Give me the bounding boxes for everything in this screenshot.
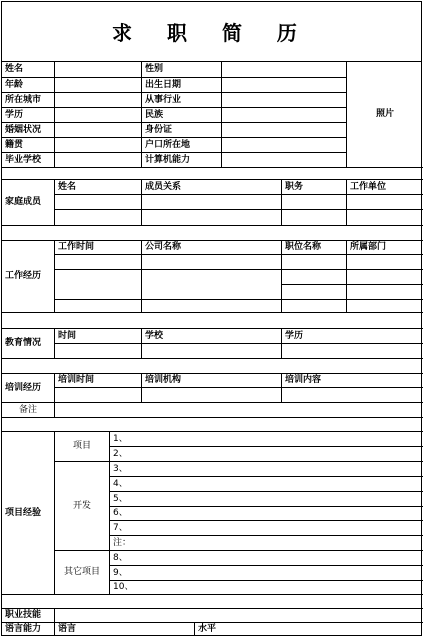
family-cell[interactable] <box>282 195 347 210</box>
work-cell[interactable] <box>347 285 423 300</box>
family-cell[interactable] <box>55 210 142 226</box>
field-remarks[interactable] <box>55 403 423 418</box>
project-item[interactable]: 1、 <box>110 432 423 447</box>
training-header: 培训时间 <box>55 374 142 388</box>
work-cell[interactable] <box>282 270 347 285</box>
field-city[interactable] <box>55 93 142 108</box>
work-cell[interactable] <box>282 300 347 313</box>
project-item[interactable]: 5、 <box>110 492 423 507</box>
training-header: 培训机构 <box>142 374 282 388</box>
field-name[interactable] <box>55 62 142 78</box>
family-cell[interactable] <box>282 210 347 226</box>
label-marital: 婚姻状况 <box>2 123 55 138</box>
work-header: 所属部门 <box>347 241 423 255</box>
page-title: 求 职 简 历 <box>2 2 421 62</box>
project-item[interactable]: 注： <box>110 536 423 551</box>
project-item[interactable]: 6、 <box>110 507 423 521</box>
spacer <box>2 226 423 241</box>
field-hukou[interactable] <box>222 138 347 153</box>
label-computer: 计算机能力 <box>142 153 222 168</box>
training-header: 培训内容 <box>282 374 423 388</box>
edu-header: 学历 <box>282 329 423 344</box>
label-name: 姓名 <box>2 62 55 78</box>
edu-cell[interactable] <box>55 344 142 359</box>
label-id: 身份证 <box>142 123 222 138</box>
field-skills[interactable] <box>55 609 423 623</box>
label-gender: 性别 <box>142 62 222 78</box>
field-birth[interactable] <box>222 78 347 93</box>
field-industry[interactable] <box>222 93 347 108</box>
family-header: 职务 <box>282 180 347 195</box>
section-work: 工作经历 <box>2 241 55 313</box>
label-birth: 出生日期 <box>142 78 222 93</box>
field-id[interactable] <box>222 123 347 138</box>
spacer <box>2 313 423 329</box>
field-native[interactable] <box>55 138 142 153</box>
field-school[interactable] <box>55 153 142 168</box>
family-header: 工作单位 <box>347 180 423 195</box>
label-native: 籍贯 <box>2 138 55 153</box>
work-cell[interactable] <box>347 300 423 313</box>
work-header: 工作时间 <box>55 241 142 255</box>
spacer <box>2 359 423 374</box>
work-cell[interactable] <box>142 255 282 270</box>
work-cell[interactable] <box>347 270 423 285</box>
work-cell[interactable] <box>282 285 347 300</box>
project-item[interactable]: 7、 <box>110 521 423 536</box>
project-item[interactable]: 8、 <box>110 551 423 566</box>
project-item[interactable]: 2、 <box>110 447 423 462</box>
field-age[interactable] <box>55 78 142 93</box>
spacer <box>2 418 423 432</box>
language-cell[interactable]: 语言 <box>55 623 195 636</box>
work-cell[interactable] <box>55 300 142 313</box>
label-city: 所在城市 <box>2 93 55 108</box>
family-cell[interactable] <box>142 195 282 210</box>
spacer <box>2 595 423 609</box>
family-cell[interactable] <box>347 210 423 226</box>
edu-cell[interactable] <box>142 344 282 359</box>
label-language: 语言能力 <box>2 623 55 636</box>
project-item[interactable]: 3、 <box>110 462 423 477</box>
work-cell[interactable] <box>142 270 282 300</box>
family-header: 姓名 <box>55 180 142 195</box>
family-cell[interactable] <box>347 195 423 210</box>
family-cell[interactable] <box>142 210 282 226</box>
photo-box[interactable]: 照片 <box>347 62 423 168</box>
work-cell[interactable] <box>142 300 282 313</box>
family-header: 成员关系 <box>142 180 282 195</box>
label-education: 学历 <box>2 108 55 123</box>
resume-form <box>1 1 422 636</box>
label-industry: 从事行业 <box>142 93 222 108</box>
field-marital[interactable] <box>55 123 142 138</box>
training-cell[interactable] <box>55 388 142 403</box>
training-cell[interactable] <box>282 388 423 403</box>
project-group: 项目 <box>55 432 110 462</box>
label-remarks: 备注 <box>2 403 55 418</box>
field-computer[interactable] <box>222 153 347 168</box>
work-cell[interactable] <box>55 270 142 300</box>
work-header: 公司名称 <box>142 241 282 255</box>
training-cell[interactable] <box>142 388 282 403</box>
work-cell[interactable] <box>347 255 423 270</box>
section-training: 培训经历 <box>2 374 55 403</box>
section-family: 家庭成员 <box>2 180 55 226</box>
label-age: 年龄 <box>2 78 55 93</box>
label-skills: 职业技能 <box>2 609 55 623</box>
family-cell[interactable] <box>55 195 142 210</box>
field-ethnicity[interactable] <box>222 108 347 123</box>
project-item[interactable]: 10、 <box>110 581 423 595</box>
work-cell[interactable] <box>282 255 347 270</box>
spacer <box>2 168 423 180</box>
project-group: 开发 <box>55 462 110 551</box>
label-school: 毕业学校 <box>2 153 55 168</box>
edu-header: 时间 <box>55 329 142 344</box>
work-header: 职位名称 <box>282 241 347 255</box>
field-education[interactable] <box>55 108 142 123</box>
work-cell[interactable] <box>55 255 142 270</box>
field-gender[interactable] <box>222 62 347 78</box>
project-item[interactable]: 9、 <box>110 566 423 581</box>
project-group: 其它项目 <box>55 551 110 595</box>
label-ethnicity: 民族 <box>142 108 222 123</box>
level-cell[interactable]: 水平 <box>198 624 217 634</box>
project-item[interactable]: 4、 <box>110 477 423 492</box>
edu-cell[interactable] <box>282 344 423 359</box>
label-hukou: 户口所在地 <box>142 138 222 153</box>
section-education: 教育情况 <box>2 329 55 359</box>
section-projects: 项目经验 <box>2 432 55 595</box>
edu-header: 学校 <box>142 329 282 344</box>
